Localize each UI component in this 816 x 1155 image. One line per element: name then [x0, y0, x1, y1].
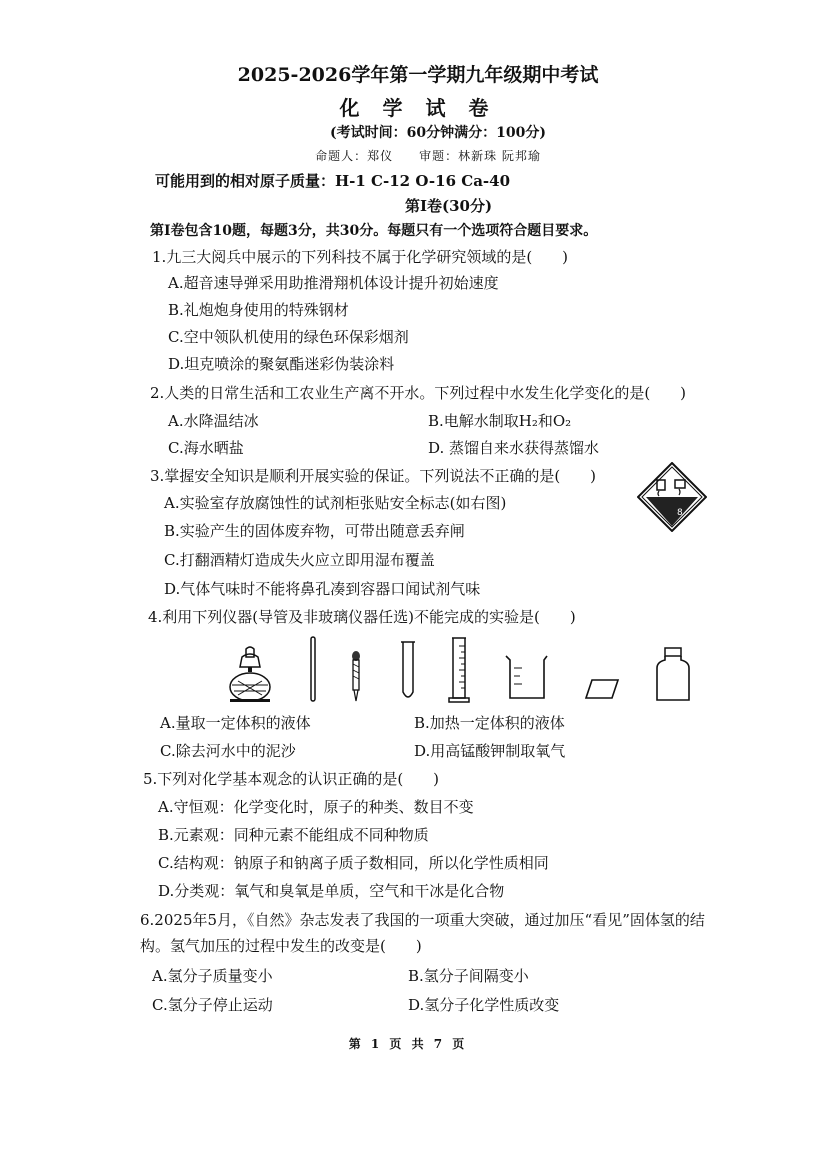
beaker-icon: [504, 654, 550, 702]
dropper-icon: [349, 650, 363, 702]
q3-option-a: A.实验室存放腐蚀性的试剂柜张贴安全标志(如右图): [164, 494, 507, 512]
q3-option-d: D.气体气味时不能将鼻孔凑到容器口闻试剂气味: [164, 580, 481, 598]
time-score: (考试时间：60分钟满分：100分): [330, 125, 546, 141]
subject-title: 化 学 试 卷: [339, 96, 497, 120]
graduated-cylinder-icon: [448, 636, 470, 704]
q2-option-a: A.水降温结冰: [168, 412, 259, 430]
q1-option-d: D.坦克喷涂的聚氨酯迷彩伪装涂料: [168, 355, 395, 373]
section-title: 第Ⅰ卷(30分): [405, 197, 493, 215]
q3-option-b: B.实验产生的固体废弃物，可带出随意丢弃闸: [164, 522, 465, 540]
q3-option-c: C.打翻酒精灯造成失火应立即用湿布覆盖: [164, 551, 435, 569]
exam-title: 2025-2026学年第一学期九年级期中考试: [237, 64, 599, 86]
q5-option-a: A.守恒观：化学变化时，原子的种类、数目不变: [158, 798, 474, 816]
q2-option-c: C.海水晒盐: [168, 439, 244, 457]
question-6-stem-line1: 6.2025年5月，《自然》杂志发表了我国的一项重大突破，通过加压“看见”固体氢的结: [140, 911, 705, 929]
q2-option-d: D. 蒸馏自来水获得蒸馏水: [428, 439, 600, 457]
q6-option-a: A.氢分子质量变小: [152, 967, 273, 985]
q5-option-b: B.元素观：同种元素不能组成不同种物质: [158, 826, 429, 844]
q5-option-c: C.结构观：钠原子和钠离子质子数相同，所以化学性质相同: [158, 854, 549, 872]
corrosive-warning-sign-icon: [637, 462, 707, 532]
q6-option-d: D.氢分子化学性质改变: [408, 996, 560, 1014]
question-6-stem-line2: 构。氢气加压的过程中发生的改变是( ): [140, 937, 422, 955]
question-2-stem: 2.人类的日常生活和工农业生产离不开水。下列过程中水发生化学变化的是( ): [150, 384, 687, 402]
q4-option-a: A.量取一定体积的液体: [160, 714, 311, 732]
authors: 命题人：郑仪 审题：林新珠 阮邦瑜: [315, 149, 541, 163]
test-tube-icon: [399, 640, 417, 702]
question-1-stem: 1.九三大阅兵中展示的下列科技不属于化学研究领域的是( ): [152, 248, 569, 266]
q4-option-d: D.用高锰酸钾制取氧气: [414, 742, 566, 760]
q2-option-b: B.电解水制取H₂和O₂: [428, 412, 572, 430]
wide-mouth-bottle-icon: [655, 646, 691, 702]
q1-option-b: B.礼炮炮身使用的特殊钢材: [168, 301, 349, 319]
glass-plate-icon: [584, 678, 620, 700]
svg-text:8: 8: [677, 508, 683, 518]
q1-option-a: A.超音速导弹采用助推滑翔机体设计提升初始速度: [168, 274, 499, 292]
q6-option-b: B.氢分子间隔变小: [408, 967, 529, 985]
question-3-stem: 3.掌握安全知识是顺利开展实验的保证。下列说法不正确的是( ): [150, 467, 597, 485]
instructions: 第Ⅰ卷包含10题，每题3分，共30分。每题只有一个选项符合题目要求。: [150, 223, 598, 239]
q6-option-c: C.氢分子停止运动: [152, 996, 273, 1014]
q1-option-c: C.空中领队机使用的绿色环保彩烟剂: [168, 328, 409, 346]
q4-option-b: B.加热一定体积的液体: [414, 714, 565, 732]
q5-option-d: D.分类观：氧气和臭氧是单质，空气和干冰是化合物: [158, 882, 505, 900]
glass-rod-icon: [308, 636, 318, 702]
page-number: 第 1 页 共 7 页: [348, 1037, 468, 1051]
question-4-stem: 4.利用下列仪器(导管及非玻璃仪器任选)不能完成的实验是( ): [148, 608, 576, 626]
question-5-stem: 5.下列对化学基本观念的认识正确的是( ): [143, 770, 440, 788]
atomic-masses: 可能用到的相对原子质量：H-1 C-12 O-16 Ca-40: [155, 172, 511, 190]
q4-option-c: C.除去河水中的泥沙: [160, 742, 296, 760]
alcohol-lamp-icon: [226, 645, 274, 703]
